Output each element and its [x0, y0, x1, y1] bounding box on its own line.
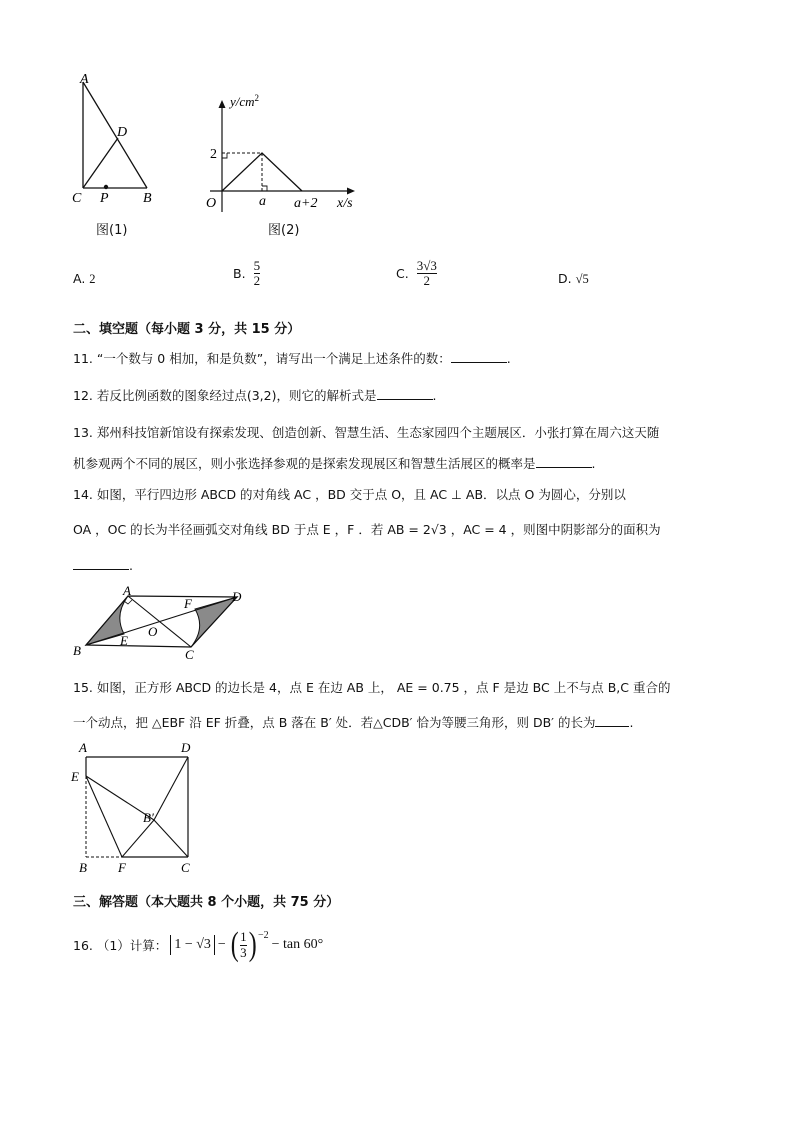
fig3-label-o: O — [148, 624, 158, 639]
fig4-label-c: C — [181, 860, 190, 875]
q16-abs-expr: 1 − √3 — [174, 937, 211, 952]
question-13-line-2 — [73, 454, 596, 472]
figure-2-graph — [200, 92, 370, 217]
fig1-label-c: C — [72, 191, 82, 206]
fig2-y-axis-label: $y/cm^2$ — [230, 93, 260, 109]
option-c — [396, 259, 437, 289]
option-d-value: √5 — [575, 272, 589, 286]
option-d-letter: D. — [558, 271, 572, 286]
option-c-denominator: 2 — [423, 273, 431, 289]
fig1-label-d: D — [117, 125, 128, 140]
q16-prefix: 16. （1）计算： — [73, 938, 168, 953]
q12-end: . — [432, 388, 437, 403]
fig3-label-b: B — [73, 643, 81, 658]
question-12 — [73, 386, 436, 404]
q11-text: 11. “一个数与 0 相加，和是负数”，请写出一个满足上述条件的数： — [73, 351, 451, 366]
figure-2-caption: 图(2) — [268, 223, 300, 238]
fig1-label-b: B — [143, 191, 152, 206]
fig3-label-e: E — [120, 633, 128, 648]
fig2-x-tick-a2: a+2 — [294, 196, 318, 211]
q13-end: . — [591, 456, 596, 471]
q16-paren-group: ( $\frac{1}{3}$ ) $^{-2}$ — [230, 926, 269, 963]
question-14-line-3 — [73, 557, 133, 573]
fig4-label-e: E — [71, 769, 79, 784]
question-16 — [73, 928, 323, 962]
q12-answer-blank[interactable] — [377, 387, 433, 400]
fig3-label-c: C — [185, 647, 194, 662]
q15-text: 一个动点，把 △EBF 沿 EF 折叠，点 B 落在 B′ 处．若△CDB′ 恰为等腰三角形，则 DB′ 的长为 — [73, 715, 596, 730]
option-b-denominator: 2 — [253, 273, 261, 289]
question-15-line-1: 15. 如图，正方形 ABCD 的边长是 4，点 E 在边 AB 上， AE = 0.75 ，点 F 是边 BC 上不与点 B,C 重合的 — [73, 680, 671, 695]
option-a-letter: A. — [73, 271, 86, 286]
fig2-origin: O — [206, 196, 217, 211]
option-c-letter: C. — [396, 266, 409, 282]
fig1-label-a: A — [80, 72, 89, 87]
fig2-y-tick: 2 — [210, 147, 217, 162]
q16-fraction — [240, 930, 247, 960]
option-a — [73, 271, 96, 287]
option-b-numerator: 5 — [253, 258, 261, 273]
fig3-label-d: D — [232, 589, 242, 604]
section-2-title: 二、填空题（每小题 3 分，共 15 分） — [73, 322, 301, 337]
question-14-line-2: OA ，OC 的长为半径画弧交对角线 BD 于点 E ，F ．若 AB = 2√3 ，AC = 4 ，则图中阴影部分的面积为 — [73, 522, 661, 537]
q12-text: 12. 若反比例函数的图象经过点(3,2)，则它的解析式是 — [73, 388, 377, 403]
q16-minus: − — [217, 937, 226, 952]
q16-frac-num: 1 — [240, 929, 247, 945]
figure-1-caption: 图(1) — [96, 223, 128, 238]
fig4-label-b: B — [79, 860, 87, 875]
figure-4-square — [68, 738, 198, 878]
point-p — [104, 185, 108, 189]
section-3-title: 三、解答题（本大题共 8 个小题，共 75 分） — [73, 895, 340, 910]
fig4-label-d: D — [181, 740, 191, 755]
option-c-numerator: 3√3 — [416, 258, 437, 273]
question-13-line-1: 13. 郑州科技馆新馆设有探索发现、创造创新、智慧生活、生态家园四个主题展区．小张打算在周六这天随 — [73, 425, 660, 440]
q11-answer-blank[interactable] — [451, 350, 507, 363]
option-b-letter: B. — [233, 266, 246, 282]
q14-end: . — [129, 558, 133, 573]
figure-3-parallelogram — [70, 583, 260, 663]
q15-end: . — [629, 715, 634, 730]
fig4-label-a: A — [79, 740, 87, 755]
fig2-x-tick-a: a — [259, 194, 266, 209]
option-b — [233, 259, 260, 289]
q11-end: . — [506, 351, 511, 366]
q13-answer-blank[interactable] — [536, 455, 592, 468]
fig4-label-bprime: B′ — [143, 810, 154, 825]
figure-1-triangle — [60, 68, 170, 243]
option-b-fraction — [254, 259, 261, 289]
q16-abs-value — [170, 935, 215, 955]
question-14-line-1: 14. 如图，平行四边形 ABCD 的对角线 AC ，BD 交于点 O，且 AC ⊥ AB．以点 O 为圆心，分别以 — [73, 487, 626, 502]
fig4-label-f: F — [118, 860, 126, 875]
fig3-label-f: F — [184, 596, 192, 611]
q16-exponent: −2 — [257, 930, 269, 941]
q13-text: 机参观两个不同的展区，则小张选择参观的是探索发现展区和智慧生活展区的概率是 — [73, 456, 536, 471]
question-15-line-2 — [73, 713, 633, 731]
q14-answer-blank[interactable] — [73, 557, 129, 570]
question-11 — [73, 349, 511, 367]
fig1-label-p: P — [100, 191, 109, 206]
option-a-value: 2 — [89, 272, 96, 286]
q16-frac-den: 3 — [240, 944, 247, 960]
q15-answer-blank[interactable] — [595, 714, 629, 727]
fig2-x-axis-label: x/s — [337, 196, 353, 211]
option-d — [558, 271, 589, 287]
option-c-fraction — [417, 259, 437, 289]
fig3-label-a: A — [123, 583, 131, 598]
q16-tail: − tan 60° — [271, 937, 324, 952]
